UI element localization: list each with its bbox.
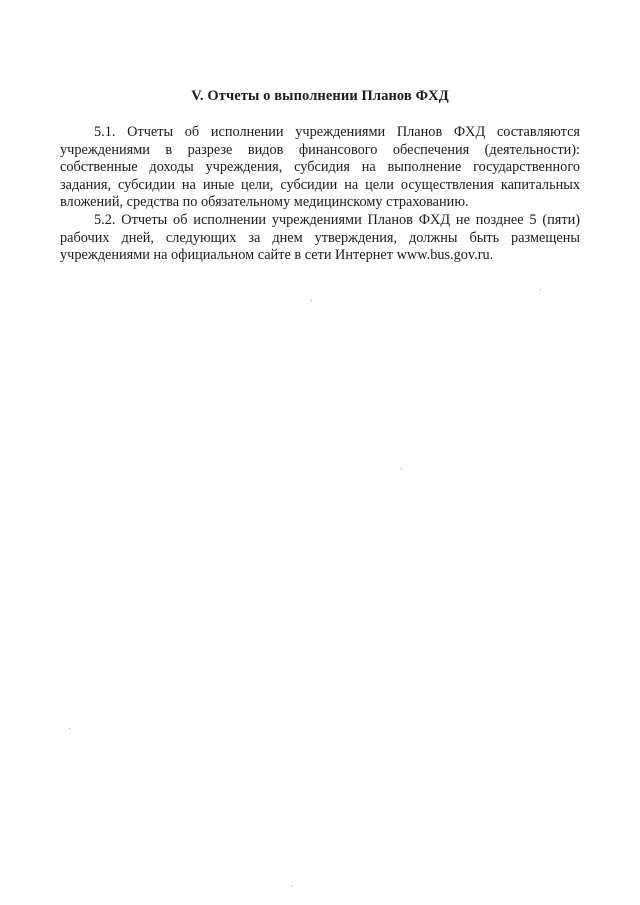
scan-speck xyxy=(540,289,541,290)
scan-speck xyxy=(69,728,70,729)
scan-speck xyxy=(311,300,312,301)
scan-speck xyxy=(291,885,292,886)
document-body xyxy=(60,124,580,265)
paragraph-5-2: 5.2. Отчеты об исполнении учреждениями Планов ФХД не позднее 5 (пяти) рабочих дней, следующих за днем утверждения, должны быть размещены учреждениями на официальном сайте в сети Интернет www.bus.gov.ru. xyxy=(60,211,580,264)
section-heading: V. Отчеты о выполнении Планов ФХД xyxy=(191,88,449,104)
paragraph-5-1: 5.1. Отчеты об исполнении учреждениями Планов ФХД составляются учреждениями в разрезе видов финансового обеспечения (деятельности): собственные доходы учреждения, субсидия на выполнение государственного задания, субсидии на иные цели, субсидии на цели осуществления капитальных вложений, средства по обязательному медицинскому страхованию. xyxy=(60,124,580,211)
scan-speck xyxy=(401,468,402,469)
